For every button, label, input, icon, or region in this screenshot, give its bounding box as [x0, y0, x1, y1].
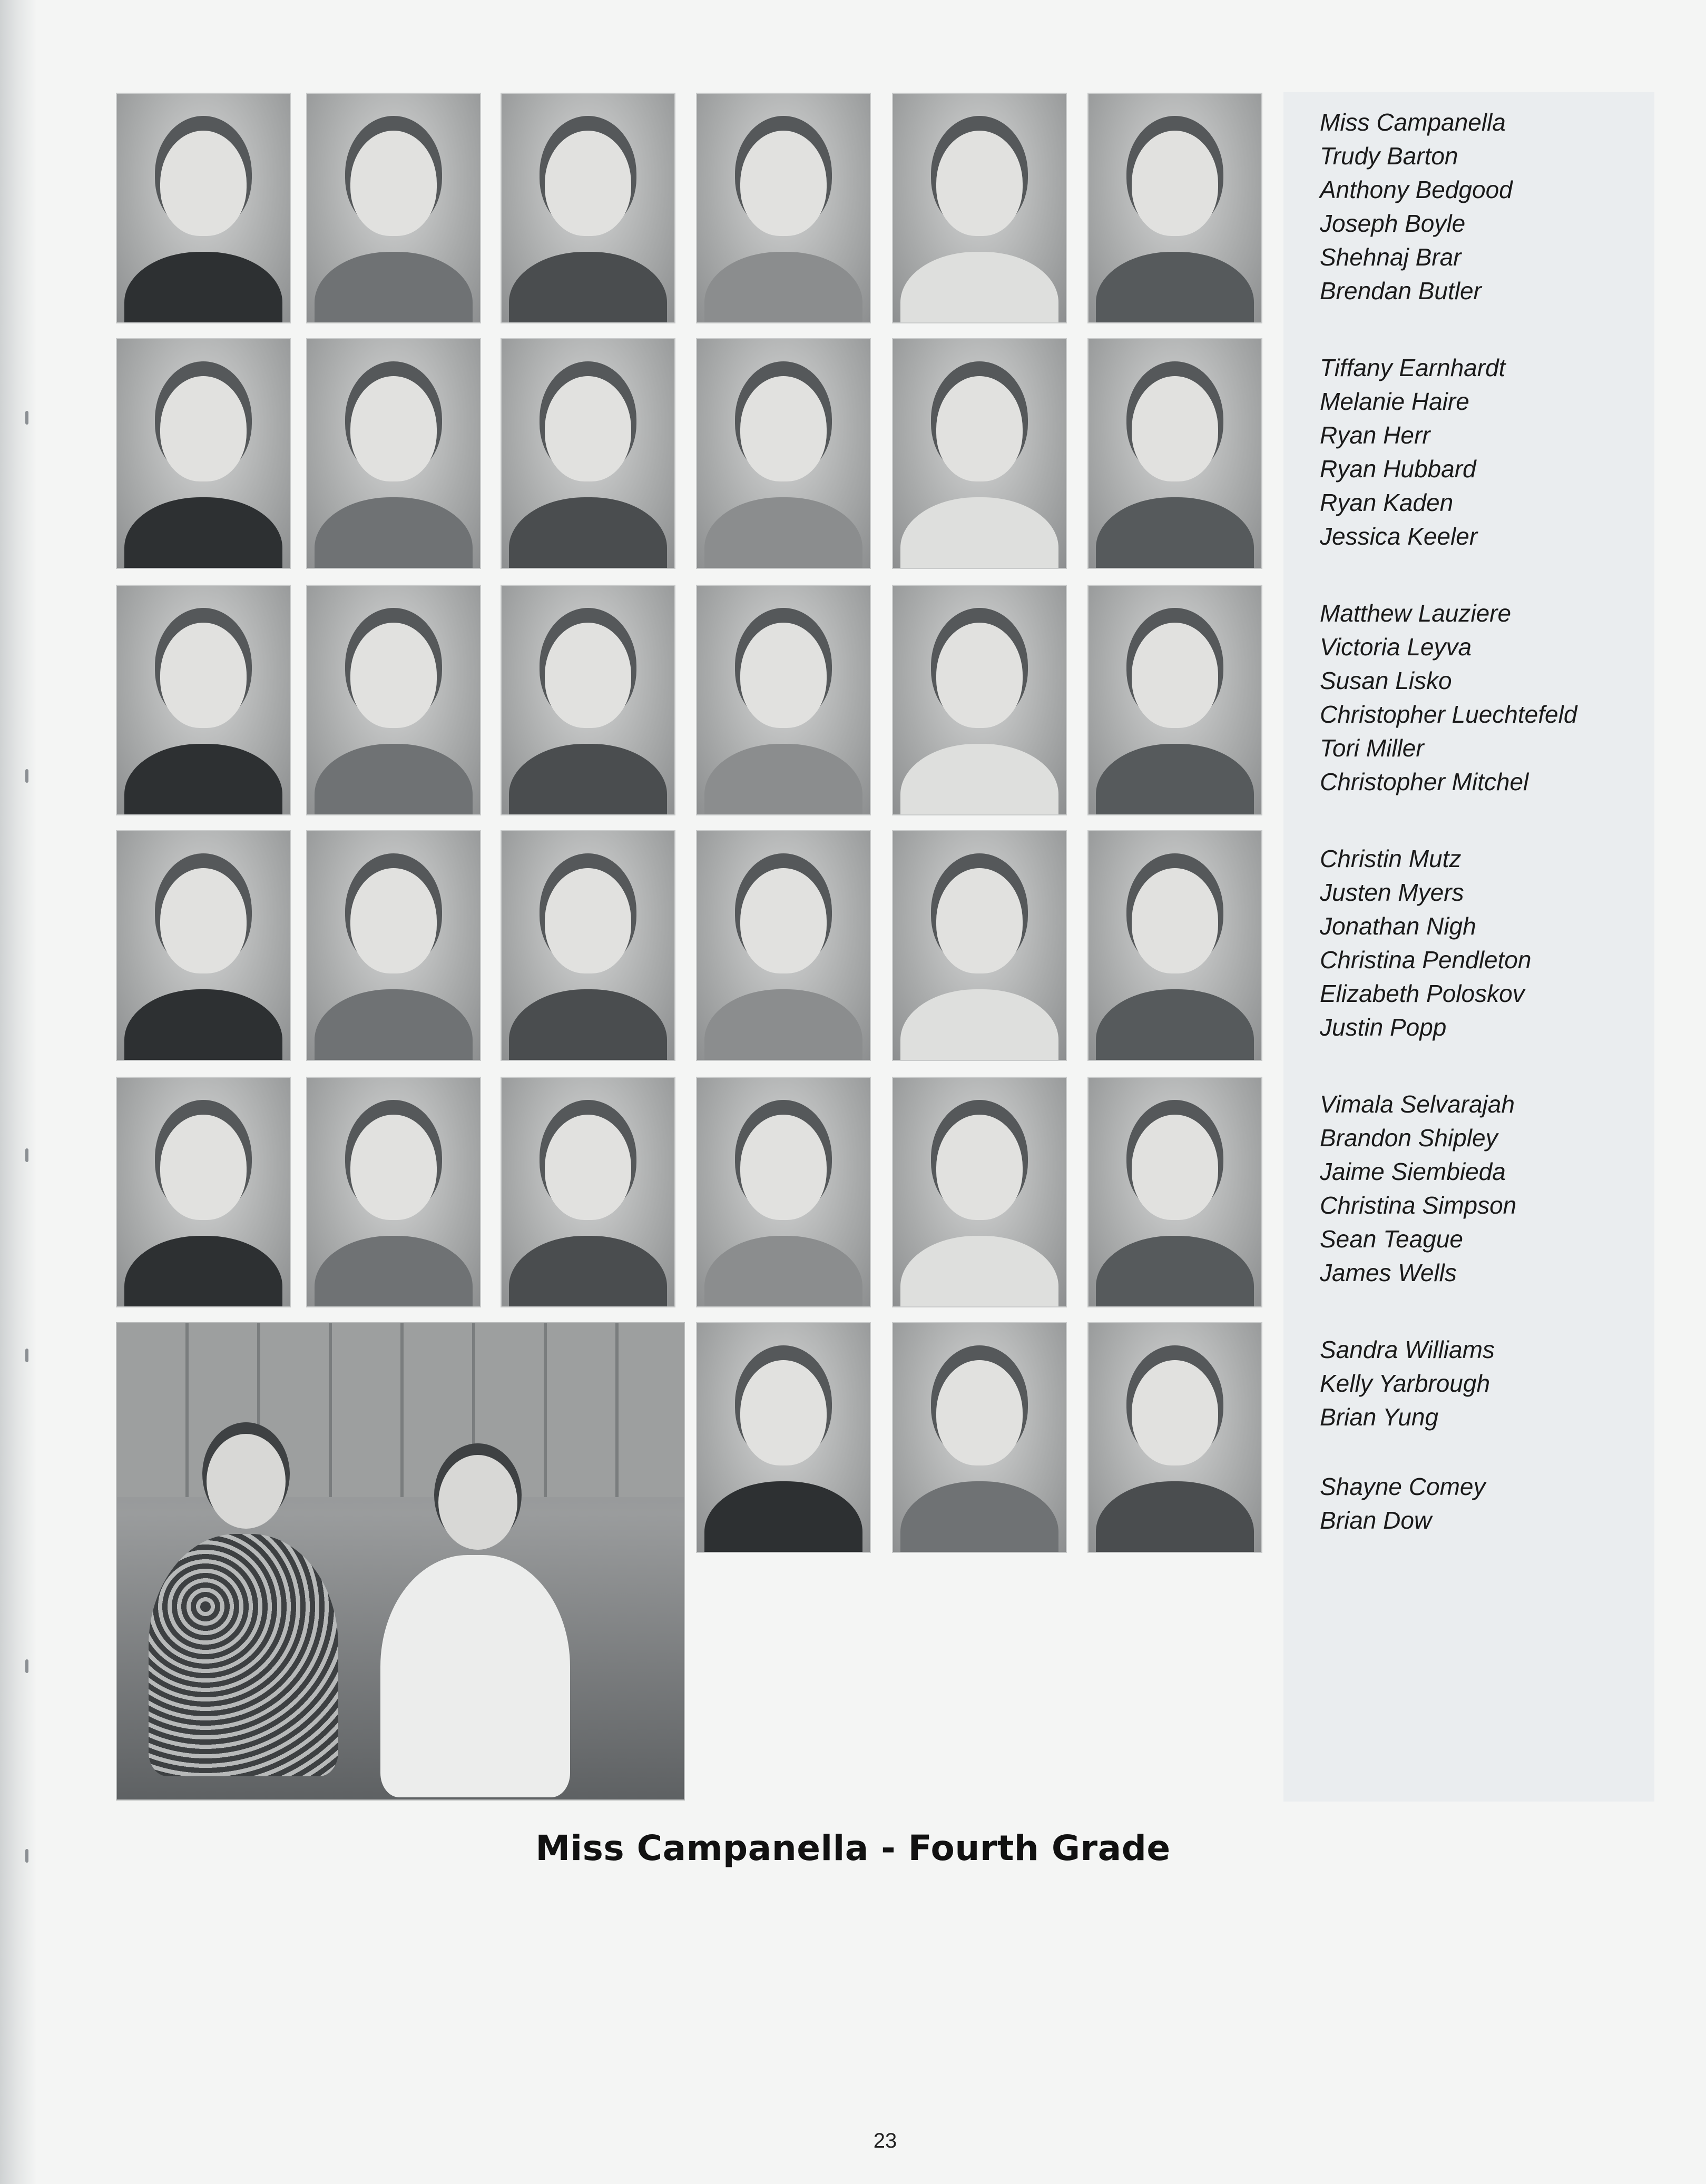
name: Trudy Barton — [1320, 142, 1458, 170]
name: Anthony Bedgood — [1320, 176, 1513, 203]
binding-mark — [25, 769, 28, 783]
name: James Wells — [1320, 1259, 1457, 1286]
name: Christina Pendleton — [1320, 946, 1532, 973]
name-group — [1320, 842, 1531, 1044]
name: Ryan Hubbard — [1320, 455, 1476, 483]
student-portrait — [893, 339, 1066, 568]
student-portrait — [697, 1078, 870, 1306]
student-portrait — [502, 586, 674, 814]
student-portrait — [117, 1078, 290, 1306]
name: Vimala Selvarajah — [1320, 1090, 1515, 1118]
student-portrait — [117, 831, 290, 1060]
name: Jessica Keeler — [1320, 523, 1478, 550]
student-portrait — [502, 339, 674, 568]
student-portrait — [502, 831, 674, 1060]
student-portrait — [893, 831, 1066, 1060]
name: Elizabeth Poloskov — [1320, 980, 1525, 1007]
not-pictured-group — [1320, 1470, 1486, 1537]
student-portrait — [893, 1323, 1066, 1552]
name: Justin Popp — [1320, 1014, 1447, 1041]
student-portrait — [1089, 1323, 1261, 1552]
name-group — [1320, 351, 1505, 553]
student-portrait — [1089, 586, 1261, 814]
name: Miss Campanella — [1320, 109, 1506, 136]
name-group — [1320, 105, 1513, 308]
student-portrait — [307, 1078, 480, 1306]
name-group — [1320, 1333, 1495, 1434]
binding-mark — [25, 1659, 28, 1673]
name: Brendan Butler — [1320, 277, 1482, 304]
group-photo-student — [380, 1455, 570, 1792]
name: Christina Simpson — [1320, 1192, 1517, 1219]
student-portrait — [117, 586, 290, 814]
name: Ryan Kaden — [1320, 489, 1454, 516]
name: Christin Mutz — [1320, 845, 1462, 872]
page-title: Miss Campanella - Fourth Grade — [535, 1828, 1171, 1868]
name: Matthew Lauziere — [1320, 599, 1512, 627]
name: Sean Teague — [1320, 1225, 1464, 1253]
name: Justen Myers — [1320, 879, 1464, 906]
name: Jaime Siembieda — [1320, 1158, 1506, 1185]
name: Christopher Luechtefeld — [1320, 701, 1577, 728]
name: Victoria Leyva — [1320, 633, 1472, 661]
group-photo — [117, 1323, 684, 1799]
student-portrait — [502, 1078, 674, 1306]
student-portrait — [307, 831, 480, 1060]
student-portrait — [1089, 94, 1261, 322]
name: Brandon Shipley — [1320, 1124, 1498, 1152]
name: Tiffany Earnhardt — [1320, 354, 1506, 381]
page-number: 23 — [873, 2129, 897, 2152]
student-portrait — [697, 339, 870, 568]
student-portrait — [307, 586, 480, 814]
name: Christopher Mitchel — [1320, 768, 1529, 795]
student-portrait — [697, 586, 870, 814]
student-portrait — [1089, 1078, 1261, 1306]
name-group — [1320, 1087, 1516, 1290]
name-group — [1320, 596, 1577, 799]
binding-mark — [25, 411, 28, 425]
student-portrait — [1089, 339, 1261, 568]
student-portrait — [117, 339, 290, 568]
student-portrait — [307, 94, 480, 322]
student-portrait — [893, 1078, 1066, 1306]
name: Susan Lisko — [1320, 667, 1452, 694]
name: Kelly Yarbrough — [1320, 1370, 1491, 1397]
binding-mark — [25, 1349, 28, 1362]
student-portrait — [893, 586, 1066, 814]
name: Shehnaj Brar — [1320, 243, 1462, 271]
name: Joseph Boyle — [1320, 210, 1466, 237]
student-portrait — [307, 339, 480, 568]
name: Sandra Williams — [1320, 1336, 1495, 1363]
student-portrait — [893, 94, 1066, 322]
name: Tori Miller — [1320, 734, 1424, 762]
name: Ryan Herr — [1320, 421, 1430, 449]
name: Brian Dow — [1320, 1507, 1432, 1534]
binding-mark — [25, 1148, 28, 1162]
student-portrait — [697, 1323, 870, 1552]
group-photo-student — [149, 1434, 338, 1771]
student-portrait — [502, 94, 674, 322]
name: Melanie Haire — [1320, 388, 1469, 415]
name: Shayne Comey — [1320, 1473, 1486, 1500]
student-portrait — [697, 831, 870, 1060]
name: Jonathan Nigh — [1320, 912, 1476, 940]
student-portrait — [697, 94, 870, 322]
name: Brian Yung — [1320, 1403, 1439, 1431]
student-portrait — [117, 94, 290, 322]
student-portrait — [1089, 831, 1261, 1060]
